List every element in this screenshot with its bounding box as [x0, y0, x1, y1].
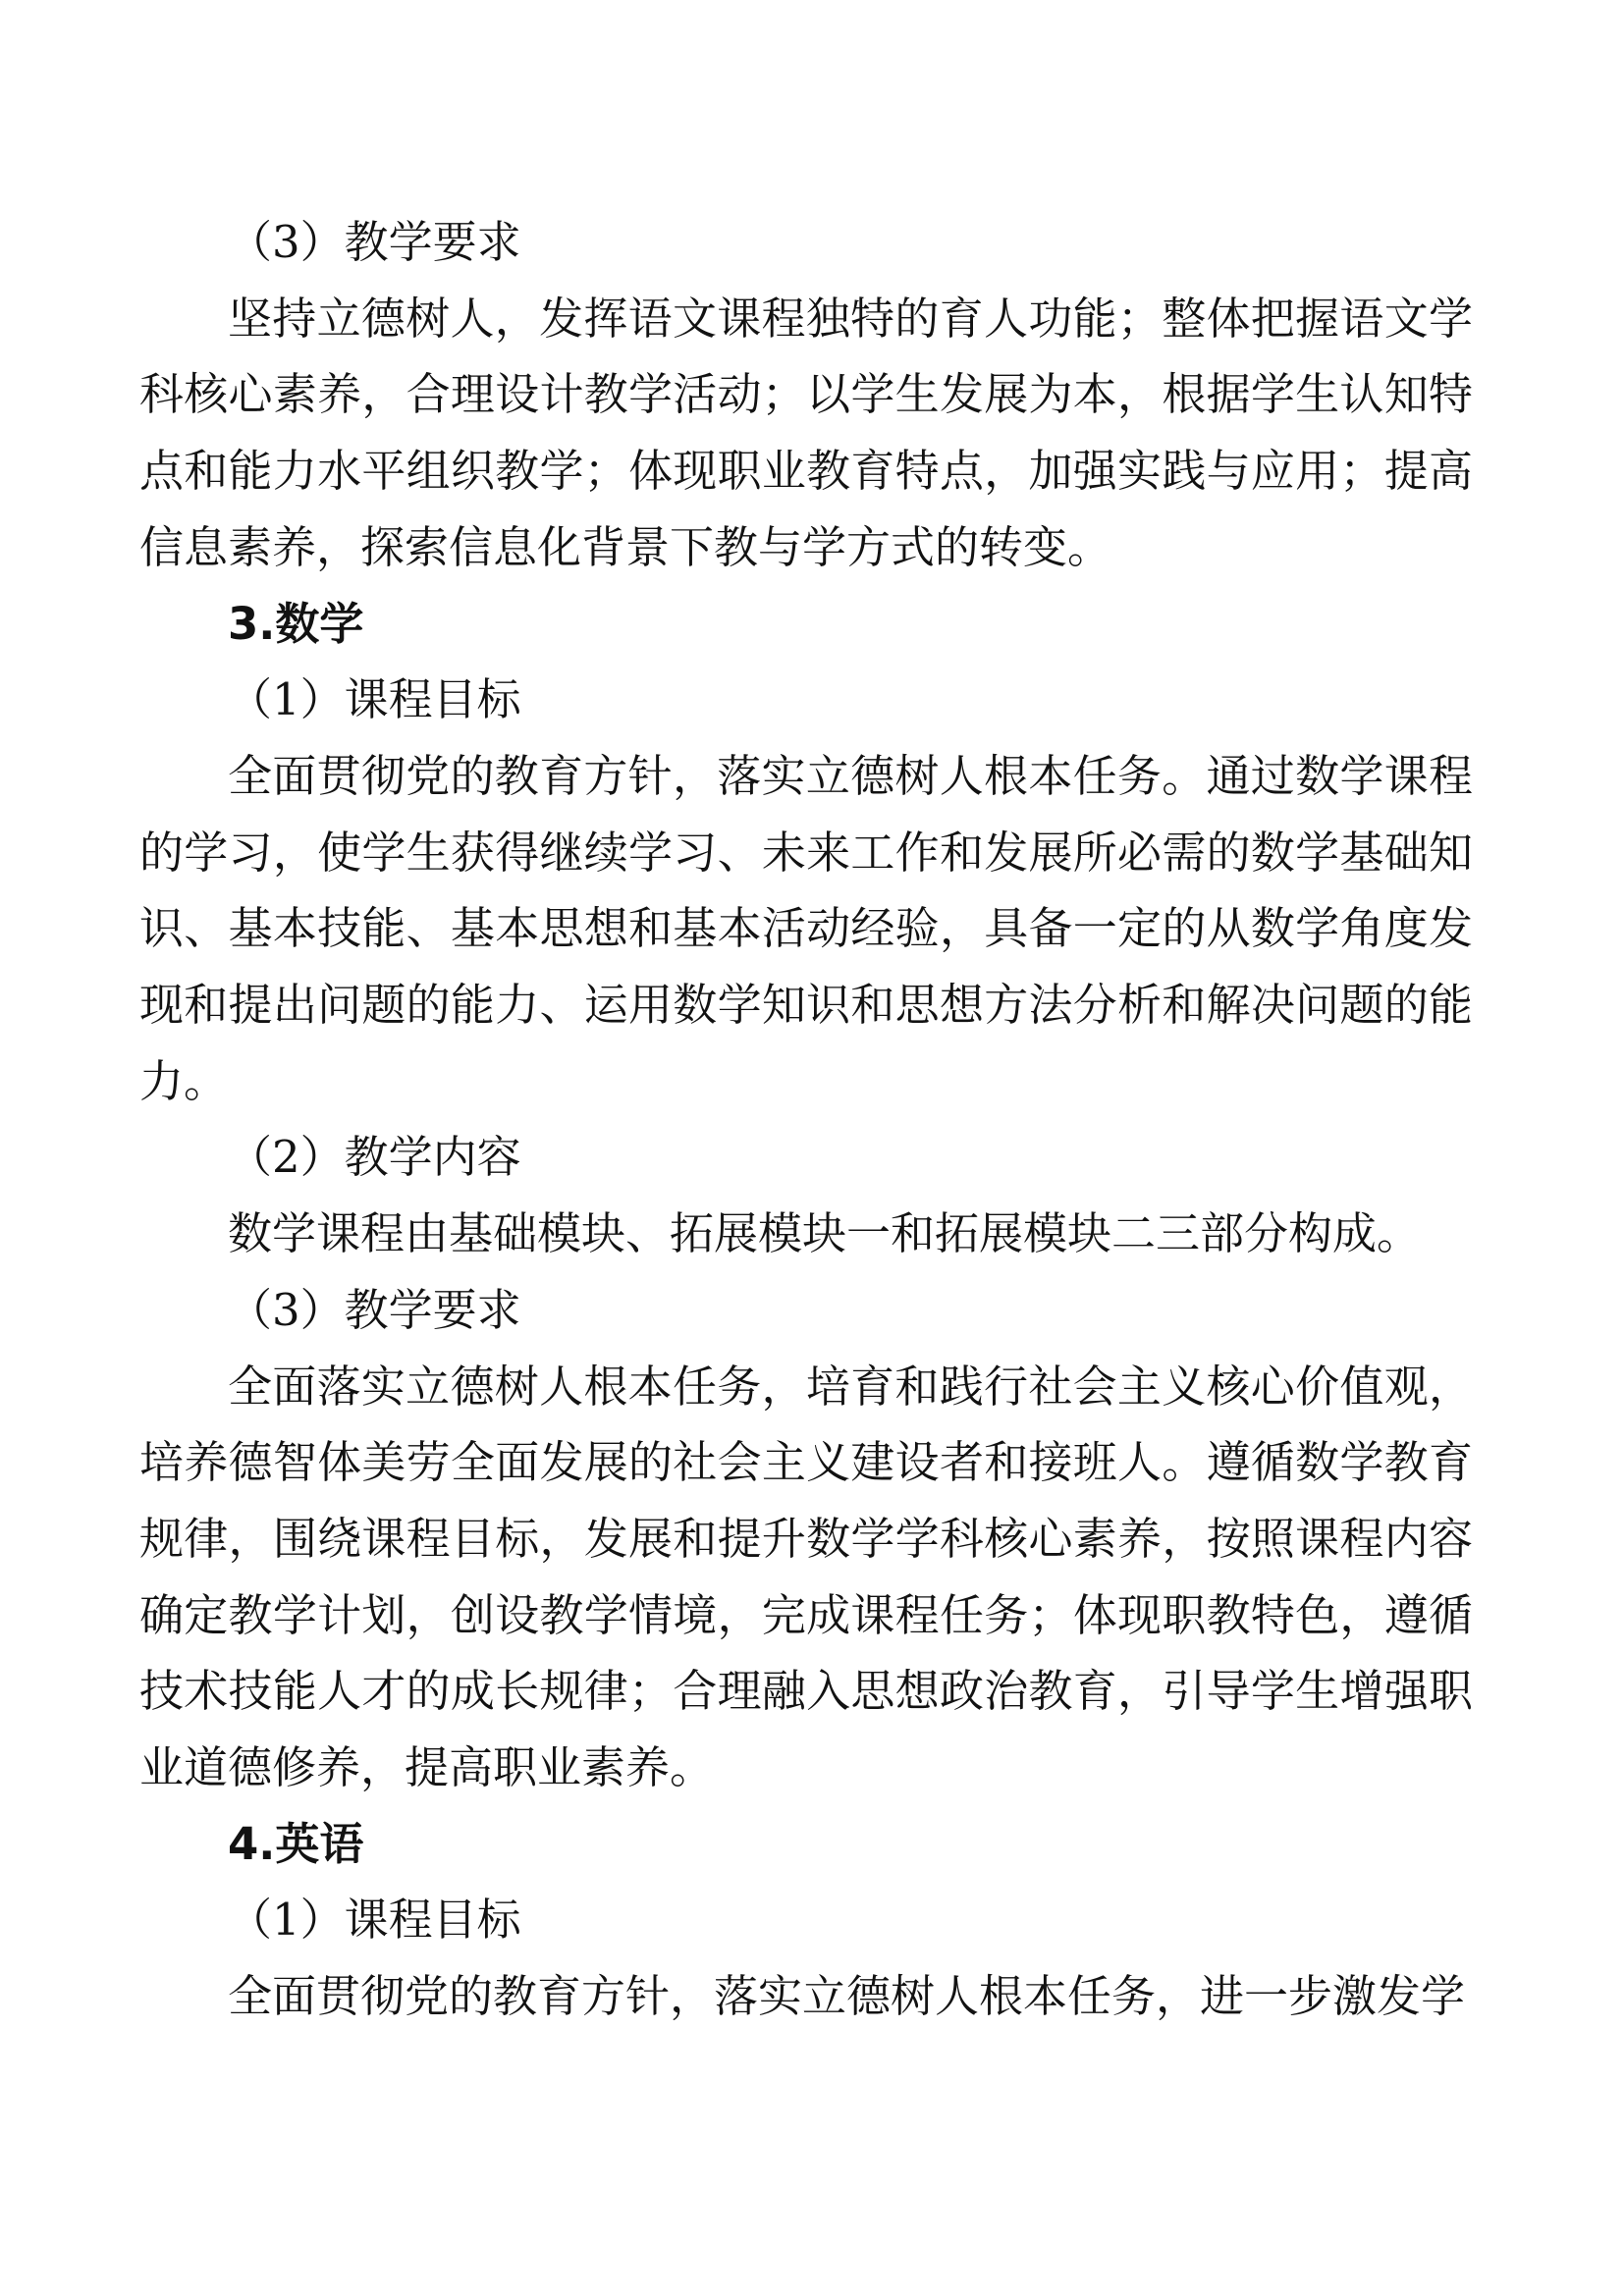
body-paragraph: 全面贯彻党的教育方针，落实立德树人根本任务。通过数学课程的学习，使学生获得继续学习、未来工作和发展所必需的数学基础知识、基本技能、基本思想和基本活动经验，具备一定的从数学角度发现和提出问题的能力、运用数学知识和思想方法分析和解决问题的能力。 [139, 749, 1473, 1107]
subsection-label: （1）课程目标 [228, 1894, 521, 1947]
body-paragraph: 全面贯彻党的教育方针，落实立德树人根本任务，进一步激发学 [228, 1970, 1466, 2023]
subsection-label: （3）教学要求 [228, 216, 521, 268]
section-heading-math: 3.数学 [228, 597, 364, 650]
body-paragraph: 坚持立德树人，发挥语文课程独特的育人功能；整体把握语文学科核心素养，合理设计教学活动；以学生发展为本，根据学生认知特点和能力水平组织教学；体现职业教育特点，加强实践与应用；提高信息素养，探索信息化背景下教与学方式的转变。 [139, 292, 1473, 573]
body-paragraph: 数学课程由基础模块、拓展模块一和拓展模块二三部分构成。 [228, 1207, 1422, 1260]
section-heading-english: 4.英语 [228, 1817, 364, 1870]
body-paragraph: 全面落实立德树人根本任务，培育和践行社会主义核心价值观，培养德智体美劳全面发展的社会主义建设者和接班人。遵循数学教育规律，围绕课程目标，发展和提升数学学科核心素养，按照课程内容确定教学计划，创设教学情境，完成课程任务；体现职教特色，遵循技术技能人才的成长规律；合理融入思想政治教育，引导学生增强职业道德修养，提高职业素养。 [139, 1360, 1473, 1794]
document-text-block [139, 204, 1473, 2035]
subsection-label: （3）教学要求 [228, 1283, 521, 1336]
subsection-label: （2）教学内容 [228, 1131, 521, 1184]
subsection-label: （1）课程目标 [228, 673, 521, 726]
